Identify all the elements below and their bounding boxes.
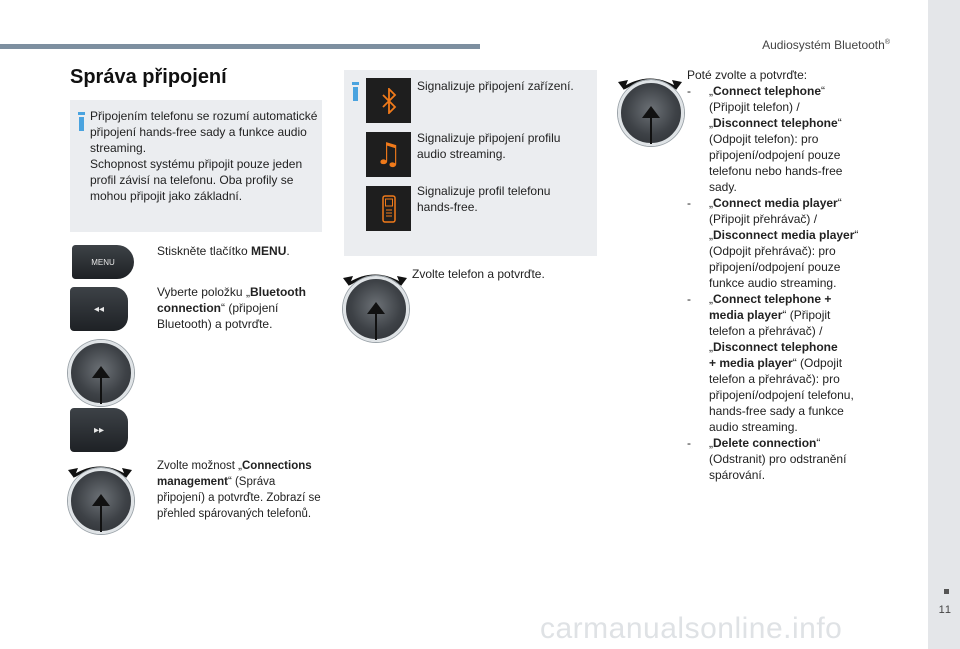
page-sidebar: [928, 0, 960, 649]
icon-legend-box: [344, 70, 597, 256]
list-item: - „Connect media player“ (Připojit přehrávač) / „Disconnect media player“ (Odpojit přehrávač): pro připojení/odpojení pouze funkce audio streaming.: [687, 196, 859, 290]
info-icon: [352, 82, 360, 102]
press-arrow-icon: [361, 302, 391, 342]
info-icon: [78, 112, 86, 132]
step-connections-management: Zvolte možnost „Connections management“ (Správa připojení) a potvrďte. Zobrazí se přehled spárovaných telefonů.: [157, 460, 321, 520]
rewind-icon: ◂◂: [93, 303, 105, 315]
press-arrow-icon: [636, 106, 666, 146]
list-item: - „Connect telephone“ (Připojit telefon) / „Disconnect telephone“ (Odpojit telefon): pro připojení/odpojení pouze telefonu nebo hands-free sady.: [687, 84, 843, 194]
step-select-bluetooth: Vyberte položku „Bluetooth connection“ (připojení Bluetooth) a potvrďte.: [157, 285, 306, 331]
options-intro: Poté zvolte a potvrďte:: [687, 68, 808, 82]
press-arrow-icon: [86, 494, 116, 534]
header-bar: [0, 44, 480, 49]
step-press-menu: Stiskněte tlačítko MENU.: [157, 244, 290, 258]
rewind-button[interactable]: [70, 287, 128, 331]
section-title: Správa připojení: [70, 66, 227, 88]
bluetooth-desc: Signalizuje připojení zařízení.: [417, 79, 574, 93]
music-note-icon: ♫: [366, 132, 411, 177]
menu-button[interactable]: MENU: [72, 245, 134, 279]
forward-icon: ▸▸: [93, 424, 105, 436]
watermark: carmanualsonline.info: [540, 612, 843, 645]
continuation-marker: [944, 589, 949, 594]
forward-button[interactable]: [70, 408, 128, 452]
options-list: [687, 67, 887, 483]
page-number: 11: [938, 604, 952, 616]
press-arrow-icon: [86, 366, 116, 406]
info-text: Připojením telefonu se rozumí automatické připojení hands-free sady a funkce audio streaming. Schopnost systému připojit pouze jeden profil závisí na telefonu. Oba profily se mohou připojit jako základní.: [90, 109, 318, 203]
bluetooth-icon: [366, 78, 411, 123]
list-item: - „Connect telephone + media player“ (Připojit telefon a přehrávač) / „Disconnect telephone + media player“ (Odpojit telefon a přehrávač): pro připojení/odpojení telefonu, hands-free sady a funkce audio streaming.: [687, 292, 854, 434]
music-desc: Signalizuje připojení profilu audio streaming.: [417, 131, 561, 161]
step-select-phone: Zvolte telefon a potvrďte.: [412, 267, 545, 281]
list-item: - „Delete connection“ (Odstranit) pro odstranění spárování.: [687, 436, 847, 482]
info-box: [70, 100, 322, 232]
phone-desc: Signalizuje profil telefonu hands-free.: [417, 184, 551, 214]
mobile-phone-icon: [366, 186, 411, 231]
running-header: Audiosystém Bluetooth®: [762, 38, 890, 52]
